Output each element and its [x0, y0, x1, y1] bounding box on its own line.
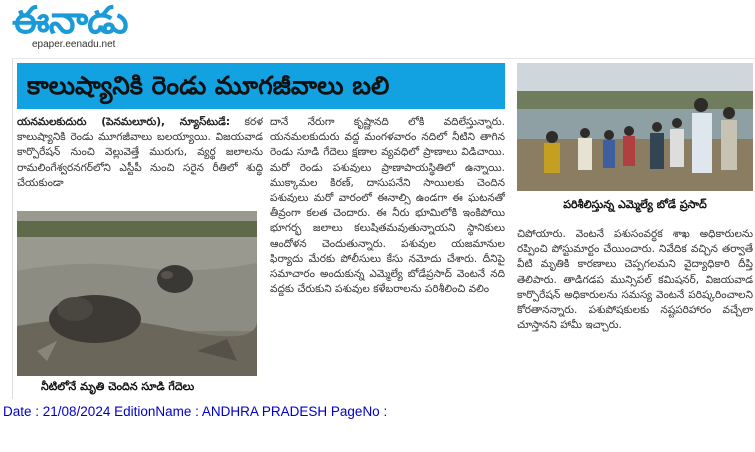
article-column-1 [17, 115, 263, 210]
logo-wordmark: ఈనాడు [12, 0, 128, 42]
dateline: యనమలకుదురు (పెనమలూరు), న్యూస్‌టుడే: [17, 116, 231, 128]
mla-inspection-photo [517, 63, 753, 191]
photo-caption-right: పరిశీలిస్తున్న ఎమ్మెల్యే బోడే ప్రసాద్ [563, 198, 707, 211]
epaper-url: epaper.eenadu.net [32, 39, 116, 50]
news-clipping [12, 58, 755, 399]
headline-band [17, 63, 505, 109]
headline: కాలుష్యానికి రెండు మూగజీవాలు బలి [27, 71, 390, 100]
eenadu-logo[interactable] [12, 0, 136, 56]
dead-buffaloes-photo [17, 211, 257, 376]
article-column-2 [270, 115, 505, 395]
column-3-text: చిపోయారు. వెంటనే పశుసంవర్ధక శాఖ అధికారులను రప్పించి పోస్టుమార్టం చేయించారు. నివేదిక వచ్చిన తర్వాతే వీటి మృతికి కారణాలు చెప్పగలమని వైద్యాధికారి దీప్తి తెలిపారు. తాడిగడప మున్సిపల్ కమిషనర్, విజయవాడ కార్పొరేషన్ అధికారులను సమస్య వెంటనే పరిష్కరించాలని కోరతానన్నారు. పశుపోషకులకు నష్టపరిహారం వచ్చేలా చూస్తానని హామీ ఇచ్చారు. [517, 228, 753, 332]
column-1-text: కరళ కాలుష్యానికి రెండు మూగజీవాలు బలయ్యాయి. విజయవాడ కార్పొరేషన్ నుంచి వెల్లువెత్తే మురుగు, వ్యర్థ జలాలను రామలింగేశ్వరనగర్‌లోని ఎస్టీపీ నుంచి సరైన రీతిలో శుద్ధి చేయకుండా [17, 116, 263, 189]
article-column-3 [517, 227, 753, 397]
photo-caption-left: నీటిలోనే మృతి చెందిన సూడి గేదెలు [41, 380, 195, 393]
column-2-text: దానే నేరుగా కృష్ణానది లోకి వదిలేస్తున్నారు. యనమలకుదురు వద్ద మంగళవారం నదిలో నీటిని తాగిన రెండు సూడి గేదెలు క్షణాల వ్యవధిలో ప్రాణాలు విడిచాయి. మరో రెండు పశువులు ప్రాణాపాయస్థితిలో ఉన్నాయి. ముక్కామల కిరణ్, దాసుపనేని సాయిలకు చెందిన పశువులు మరో వారంలో ఈనాల్సి ఉండగా ఈ ఘటనతో తీవ్రంగా కలత చెందారు. ఈ నీరు భూమిలోకి ఇంకిపోయి భూగర్భ జలాలు కలుషితమవుతున్నాయని స్థానికులు ఆందోళన చెందుతున్నారు. పశువుల యజమానుల ఫిర్యాదు మేరకు పోలీసులు కేసు నమోదు చేశారు. దీనిపై సమాచారం అందుకున్న ఎమ్మెల్యే బోడేప్రసాద్ వెంటనే నది వద్దకు చేరుకుని పశువుల కళేబరాలను పరిశీలించి వలిం [270, 116, 505, 296]
edition-metadata: Date : 21/08/2024 EditionName : ANDHRA PRADESH PageNo : [3, 404, 388, 419]
